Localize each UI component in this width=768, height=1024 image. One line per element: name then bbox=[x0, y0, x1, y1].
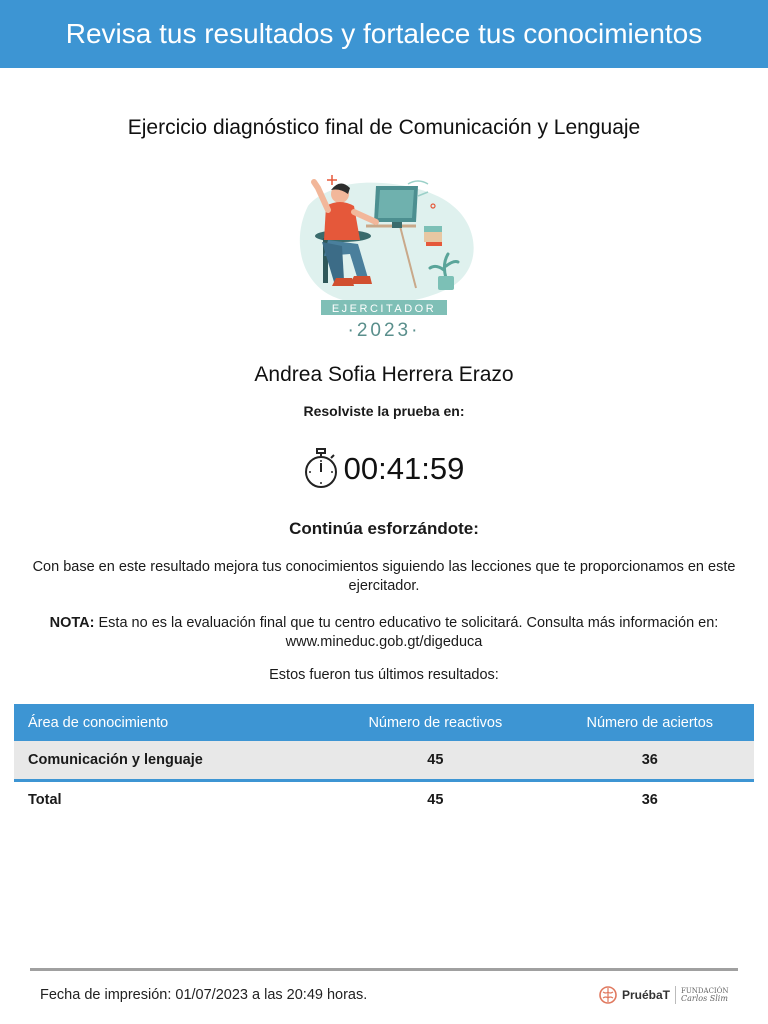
header-banner bbox=[0, 0, 768, 68]
time-label: Resolviste la prueba en: bbox=[303, 403, 465, 419]
cell-area: Total bbox=[28, 792, 62, 809]
footer-divider bbox=[30, 968, 738, 971]
cell-area: Comunicación y lenguaje bbox=[14, 741, 325, 780]
note-text bbox=[24, 614, 744, 652]
note-label: NOTA: bbox=[49, 615, 95, 631]
encouragement-title: Continúa esforzándote: bbox=[289, 519, 479, 538]
elapsed-time-value: 00:41:59 bbox=[343, 451, 465, 486]
cell-aciertos: 36 bbox=[546, 741, 754, 780]
encouragement-text: Con base en este resultado mejora tus conocimientos siguiendo las lecciones que te proporcionamos en este ejercitador. bbox=[32, 559, 736, 594]
results-intro: Estos fueron tus últimos resultados: bbox=[269, 667, 499, 683]
foundation-name: Carlos Slim bbox=[681, 994, 728, 1003]
column-header-reactivos: Número de reactivos bbox=[325, 704, 545, 741]
illustration-badge-label: EJERCITADOR bbox=[331, 303, 437, 315]
results-table bbox=[14, 704, 754, 819]
table-header-row bbox=[14, 704, 754, 741]
brand-logo-text: PruébaT bbox=[622, 988, 671, 1002]
illustration-graphic bbox=[288, 166, 480, 344]
table-row bbox=[14, 741, 754, 780]
logo-separator bbox=[675, 986, 676, 1004]
stopwatch-icon bbox=[304, 448, 338, 490]
foundation-label: FUNDACIÓN bbox=[681, 987, 729, 995]
column-header-aciertos: Número de aciertos bbox=[546, 704, 754, 741]
brain-logo-icon bbox=[599, 986, 617, 1004]
cell-reactivos: 45 bbox=[427, 792, 444, 809]
print-date: Fecha de impresión: 01/07/2023 a las 20:49 horas. bbox=[40, 987, 368, 1003]
cell-reactivos: 45 bbox=[325, 741, 545, 780]
footer-logos bbox=[599, 986, 729, 1004]
exercise-title: Ejercicio diagnóstico final de Comunicación y Lenguaje bbox=[127, 116, 641, 139]
note-body: Esta no es la evaluación final que tu centro educativo te solicitará. Consulta más información en: www.mineduc.gob.gt/digeduca bbox=[94, 615, 719, 650]
student-name: Andrea Sofia Herrera Erazo bbox=[254, 363, 514, 386]
elapsed-time bbox=[0, 448, 768, 490]
page-title: Revisa tus resultados y fortalece tus conocimientos bbox=[65, 18, 703, 49]
student-at-computer-illustration bbox=[288, 166, 480, 344]
cell-aciertos: 36 bbox=[641, 792, 658, 809]
table-row-total bbox=[14, 780, 754, 819]
column-header-area: Área de conocimiento bbox=[14, 704, 325, 741]
foundation-logo bbox=[681, 987, 729, 1003]
illustration-year: ·2023· bbox=[347, 320, 421, 341]
